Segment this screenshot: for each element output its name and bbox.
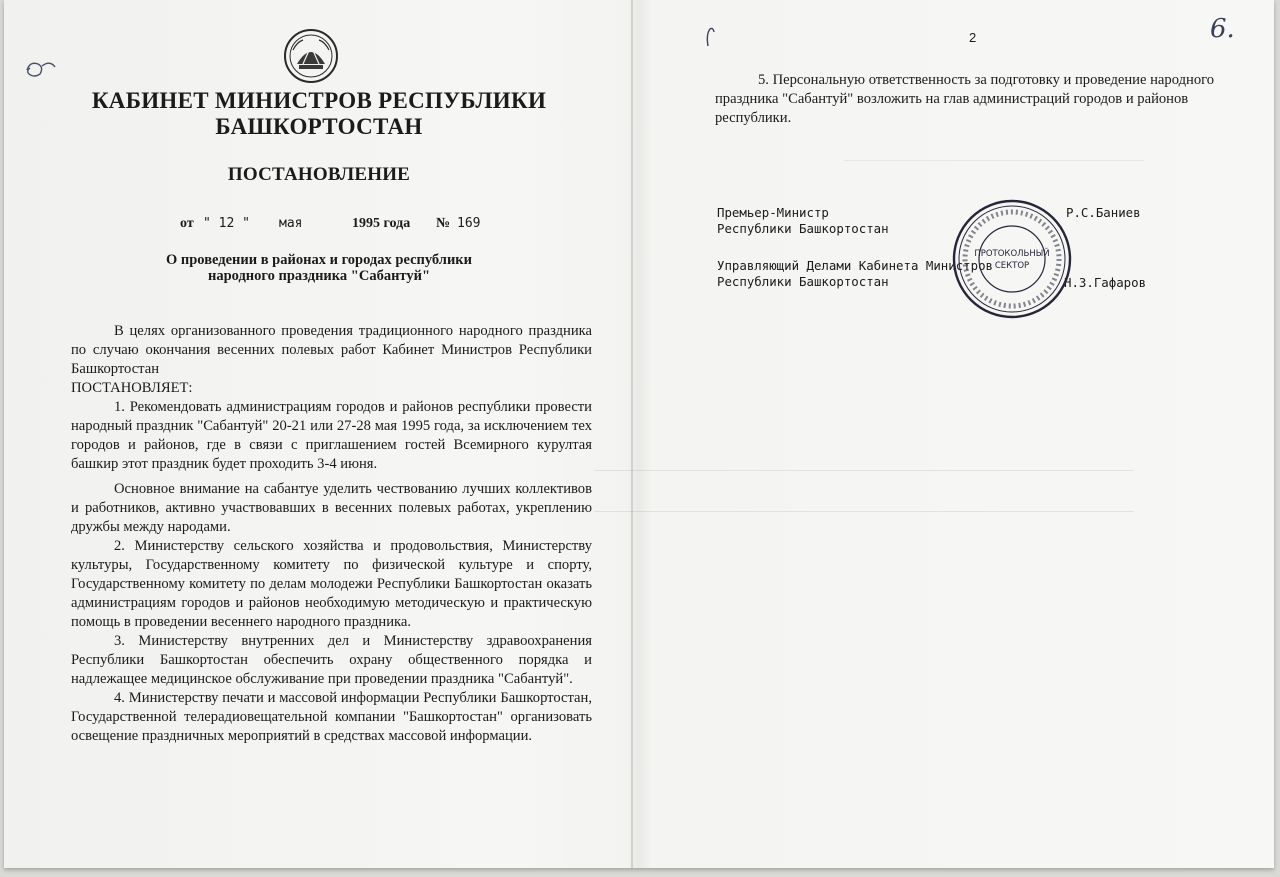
body-item-2: 2. Министерству сельского хозяйства и продовольствия, Министерству культуры, Государственному комитету по физической культуре и спорту, Государственному комитету по делам молодежи Республики Башкортостан оказать администрациям городов и районов необходимую методическую и практическую помощь в проведении весеннего народного праздника.	[71, 538, 592, 630]
document-body-right	[715, 71, 1236, 128]
page-number: 2	[969, 30, 977, 45]
stamp-center-line1: ПРОТОКОЛЬНЫЙ	[974, 249, 1050, 259]
handwritten-tick-mark-icon	[704, 26, 718, 48]
coat-of-arms-emblem-icon	[283, 28, 339, 84]
document-number-sign: №	[436, 216, 451, 231]
premier-title-line1: Премьер-Министр	[717, 205, 829, 220]
document-subject	[104, 252, 534, 284]
body-intro: В целях организованного проведения традиционного народного праздника по случаю окончания весенних полевых работ Кабинет Министров Республики Башкортостан	[71, 323, 592, 377]
premier-title-line2: Республики Башкортостан	[717, 221, 889, 236]
body-item-3: 3. Министерству внутренних дел и Министерству здравоохранения Республики Башкортостан обеспечить охрану общественного порядка и надлежащее медицинское обслуживание при проведении праздника "Сабантуй".	[71, 633, 592, 687]
subject-line2: народного праздника "Сабантуй"	[207, 268, 431, 284]
date-day: " 12 "	[203, 216, 250, 231]
body-item-4: 4. Министерству печати и массовой информации Республики Башкортостан, Государственной телерадиовещательной компании "Башкортостан" организовать освещение праздничных мероприятий в средствах массовой информации.	[71, 690, 592, 744]
authority-title-line1: КАБИНЕТ МИНИСТРОВ РЕСПУБЛИКИ	[91, 88, 547, 113]
body-item-1-extra: Основное внимание на сабантуе уделить чествованию лучших коллективов и работников, активно участвовавших в весенних полевых работах, укреплению дружбы между народами.	[71, 481, 592, 535]
body-item-5: 5. Персональную ответственность за подготовку и проведение народного праздника "Сабантуй" возложить на глав администраций городов и районов республики.	[715, 72, 1215, 126]
stamp-center-line2: СЕКТОР	[994, 261, 1030, 271]
official-stamp	[950, 197, 1074, 321]
authority-title-line2: БАШКОРТОСТАН	[215, 114, 423, 139]
bleed-through-artifact	[594, 470, 1134, 512]
handwritten-page-mark: 6.	[1210, 14, 1235, 44]
date-from-label: от	[180, 216, 194, 231]
body-resolves: ПОСТАНОВЛЯЕТ:	[71, 380, 193, 396]
manager-title-line1: Управляющий Делами Кабинета Министров	[717, 258, 994, 273]
document-number: 169	[457, 216, 481, 231]
handwritten-corner-mark-icon	[24, 58, 58, 80]
document-body-left	[71, 322, 592, 746]
document-type-heading: ПОСТАНОВЛЕНИЕ	[227, 164, 411, 185]
subject-line1: О проведении в районах и городах республики	[165, 252, 473, 268]
document-sheet	[4, 0, 1274, 868]
date-year: 1995 года	[352, 216, 411, 231]
body-item-1: 1. Рекомендовать администрациям городов и районов республики провести народный праздник "Сабантуй" 20-21 или 27-28 мая 1995 года, за исключением тех городов и районов, где в связи с приглашением гостей Всемирного курултая башкир этот праздник будет проходить 3-4 июня.	[71, 399, 592, 472]
bleed-through-artifact	[844, 140, 1144, 161]
date-month: мая	[279, 216, 303, 231]
premier-signature-block	[717, 205, 889, 237]
issuing-authority-title	[64, 88, 574, 140]
premier-name: Р.С.Баниев	[1066, 205, 1141, 220]
manager-name: Н.З.Гафаров	[1064, 275, 1147, 290]
manager-title-line2: Республики Башкортостан	[717, 274, 889, 289]
page-fold	[631, 0, 633, 868]
